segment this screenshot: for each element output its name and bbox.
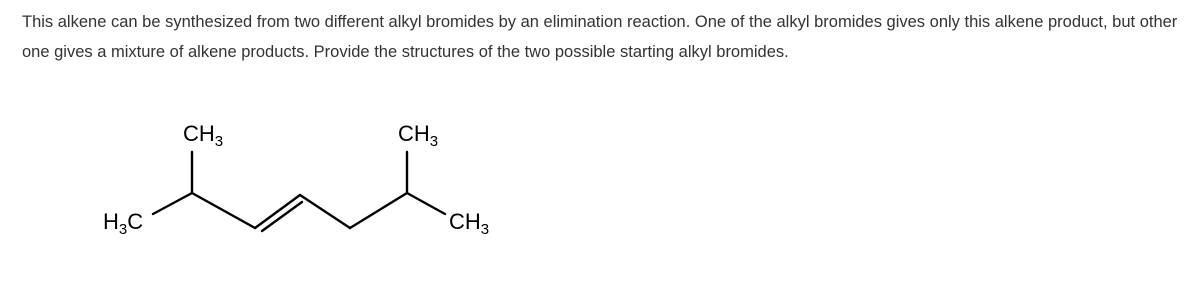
bond-c2-c3 (192, 193, 255, 228)
bond-c5-c6 (350, 193, 407, 228)
methyl-left-label: $H_3C$ (103, 209, 144, 238)
bond-c3-c4-double-inner (262, 202, 302, 231)
methyl-top-right-label: $CH_3$ (398, 121, 439, 150)
bond-c6-ch3 (407, 193, 445, 214)
methyl-top-left-label: $CH_3$ (183, 121, 224, 150)
question-text: This alkene can be synthesized from two different alkyl bromides by an elimination reaction. One of the alkyl bromides gives only this alkene product, but other one gives a mixture of alkene products. Provide the structures of the two possible starting alkyl bromides. (22, 13, 1178, 61)
bond-h3c-c2 (153, 193, 192, 214)
bond-c3-c4-double-outer (255, 195, 300, 228)
bond-c4-c5 (300, 195, 350, 228)
methyl-right-label: $CH_3$ (449, 209, 490, 238)
